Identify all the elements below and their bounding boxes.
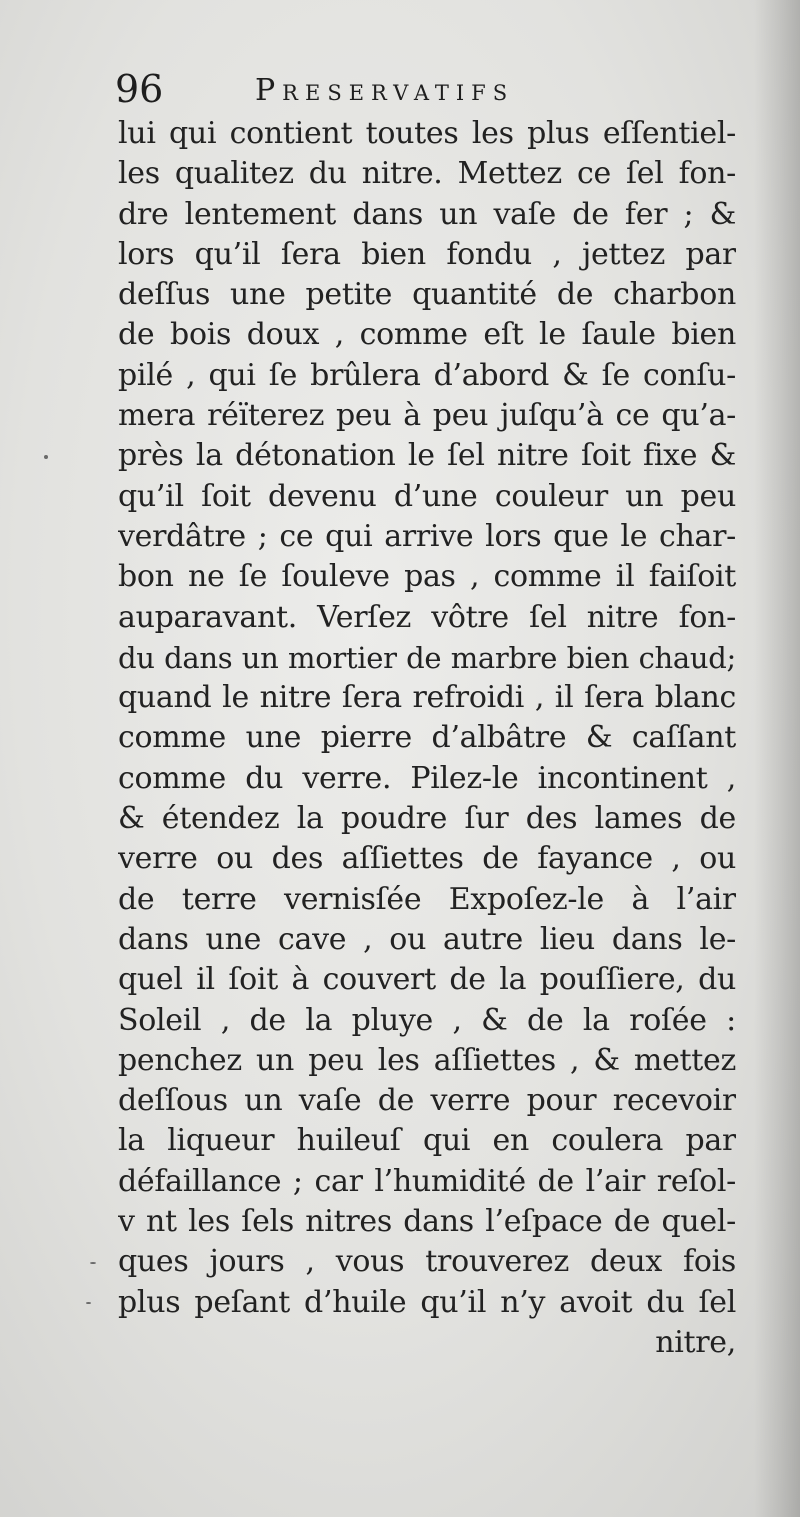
text-line: plus peſant d’huile qu’il n’y avoit du ſel xyxy=(118,1284,736,1320)
text-line: verdâtre ; ce qui arrive lors que le char- xyxy=(118,518,736,554)
text-line: près la détonation le ſel nitre ſoit fixe & xyxy=(118,438,736,474)
text-line: dans une cave , ou autre lieu dans le- xyxy=(118,921,736,957)
text-line: dre lentement dans un vaſe de fer ; & xyxy=(118,196,736,232)
text-line: mera réïterez peu à peu juſqu’à ce qu’a- xyxy=(118,398,736,434)
text-line: lors qu’il ſera bien fondu , jettez par xyxy=(118,236,736,272)
text-line: & étendez la poudre ſur des lames de xyxy=(118,801,736,837)
text-line: deſſous un vaſe de verre pour recevoir xyxy=(118,1083,736,1119)
text-line: quand le nitre ſera refroidi , il ſera blanc xyxy=(118,680,736,716)
text-line: bon ne ſe ſouleve pas , comme il faiſoit xyxy=(118,559,736,595)
text-line: deſſus une petite quantité de charbon xyxy=(118,277,736,313)
text-line: comme du verre. Pilez-le incontinent , xyxy=(118,760,736,796)
text-line: verre ou des aſſiettes de fayance , ou xyxy=(118,841,736,877)
text-line: de terre vernisſée Expoſez-le à l’air xyxy=(118,881,736,917)
text-line: de bois doux , comme eſt le ſaule bien xyxy=(118,317,736,353)
running-head: Preservatifs xyxy=(255,73,515,108)
text-line: Soleil , de la pluye , & de la roſée : xyxy=(118,1002,736,1038)
page-header xyxy=(115,66,715,112)
text-line: auparavant. Verſez vôtre ſel nitre fon- xyxy=(118,599,736,635)
text-line: ques jours , vous trouverez deux fois xyxy=(118,1244,736,1280)
text-line: lui qui contient toutes les plus eſſentiel- xyxy=(118,116,736,151)
page-edge-shadow xyxy=(754,0,800,1517)
text-line: les qualitez du nitre. Mettez ce ſel fon- xyxy=(118,156,736,192)
body-text xyxy=(118,114,736,1363)
text-line: nitre, xyxy=(655,1324,736,1360)
ink-speck xyxy=(86,1302,91,1304)
page-number: 96 xyxy=(115,67,164,111)
text-line: défaillance ; car l’humidité de l’air reſol- xyxy=(118,1163,736,1199)
text-line: du dans un mortier de marbre bien chaud; xyxy=(118,640,736,675)
text-line: quel il ſoit à couvert de la pouſſiere, du xyxy=(118,962,736,998)
text-line: pilé , qui ſe brûlera d’abord & ſe conſu- xyxy=(118,357,736,393)
text-line: qu’il ſoit devenu d’une couleur un peu xyxy=(118,478,736,514)
text-line: la liqueur huileuſ qui en coulera par xyxy=(118,1123,736,1159)
text-line: comme une pierre d’albâtre & caſſant xyxy=(118,720,736,756)
text-line: penchez un peu les aſſiettes , & mettez xyxy=(118,1042,736,1078)
text-line: v nt les ſels nitres dans l’eſpace de quel- xyxy=(118,1204,736,1240)
ink-speck xyxy=(44,455,48,459)
ink-speck xyxy=(90,1262,96,1264)
